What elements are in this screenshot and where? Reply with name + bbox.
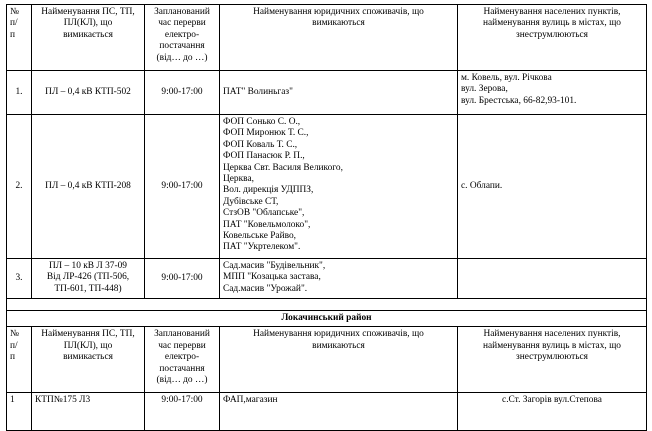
row-consumers: ПАТ" Волиньгаз" <box>220 71 458 115</box>
table-row <box>7 259 647 299</box>
row-settlements: с. Облапи. <box>458 115 647 259</box>
header-time: Запланований час перерви електро- постачання (від… до …) <box>145 327 220 393</box>
header-consumers: Найменування юридичних споживачів, що вимикаються <box>220 327 458 393</box>
row-no: 1. <box>7 71 32 115</box>
spacer-row <box>7 299 647 311</box>
row-no: 1 <box>7 393 32 431</box>
header-consumers: Найменування юридичних споживачів, що вимикаються <box>220 5 458 71</box>
row-ps: КТП№175 Л3 <box>32 393 145 431</box>
row-time: 9:00-17:00 <box>145 393 220 431</box>
header-row <box>7 327 647 393</box>
row-consumers: ФАП,магазин <box>220 393 458 431</box>
row-consumers: Сад.масив "Будівельник", МПП "Козацька застава, Сад.масив "Урожай". <box>220 259 458 299</box>
table-row <box>7 393 647 431</box>
outage-schedule-table <box>6 4 647 431</box>
header-ps: Найменування ПС, ТП, ПЛ(КЛ), що вимикається <box>32 327 145 393</box>
row-ps: ПЛ – 10 кВ Л 37-09 Від ЛР-426 (ТП-506, ТП-601, ТП-448) <box>32 259 145 299</box>
header-time: Запланований час перерви електро- постачання (від… до …) <box>145 5 220 71</box>
row-settlements: с.Ст. Загорів вул.Степова <box>458 393 647 431</box>
row-no: 3. <box>7 259 32 299</box>
header-no: № п/ п <box>7 5 32 71</box>
region-row <box>7 311 647 327</box>
header-settlements: Найменування населених пунктів, найменування вулиць в містах, що знеструмлюються <box>458 327 647 393</box>
row-ps: ПЛ – 0,4 кВ КТП-208 <box>32 115 145 259</box>
table-row <box>7 115 647 259</box>
row-settlements: м. Ковель, вул. Річкова вул. Зерова, вул. Брестська, 66-82,93-101. <box>458 71 647 115</box>
row-settlements <box>458 259 647 299</box>
header-row <box>7 5 647 71</box>
spacer-cell <box>7 299 647 311</box>
row-time: 9:00-17:00 <box>145 71 220 115</box>
row-no: 2. <box>7 115 32 259</box>
region-title: Локачинський район <box>7 311 647 327</box>
table-row <box>7 71 647 115</box>
header-no: № п/ п <box>7 327 32 393</box>
row-ps: ПЛ – 0,4 кВ КТП-502 <box>32 71 145 115</box>
header-ps: Найменування ПС, ТП, ПЛ(КЛ), що вимикається <box>32 5 145 71</box>
row-time: 9:00-17:00 <box>145 259 220 299</box>
row-consumers: ФОП Сонько С. О., ФОП Миронюк Т. С., ФОП Коваль Т. С., ФОП Панасюк Р. П., Церква Свт. Василя Великого, Церква, Вол. дирекція УДППЗ, Дубівське СТ, СтзОВ "Облапське", ПАТ "Ковельмолоко", Ковельське Райво, ПАТ "Укртелеком". <box>220 115 458 259</box>
row-time: 9:00-17:00 <box>145 115 220 259</box>
header-settlements: Найменування населених пунктів, найменування вулиць в містах, що знеструмлюються <box>458 5 647 71</box>
